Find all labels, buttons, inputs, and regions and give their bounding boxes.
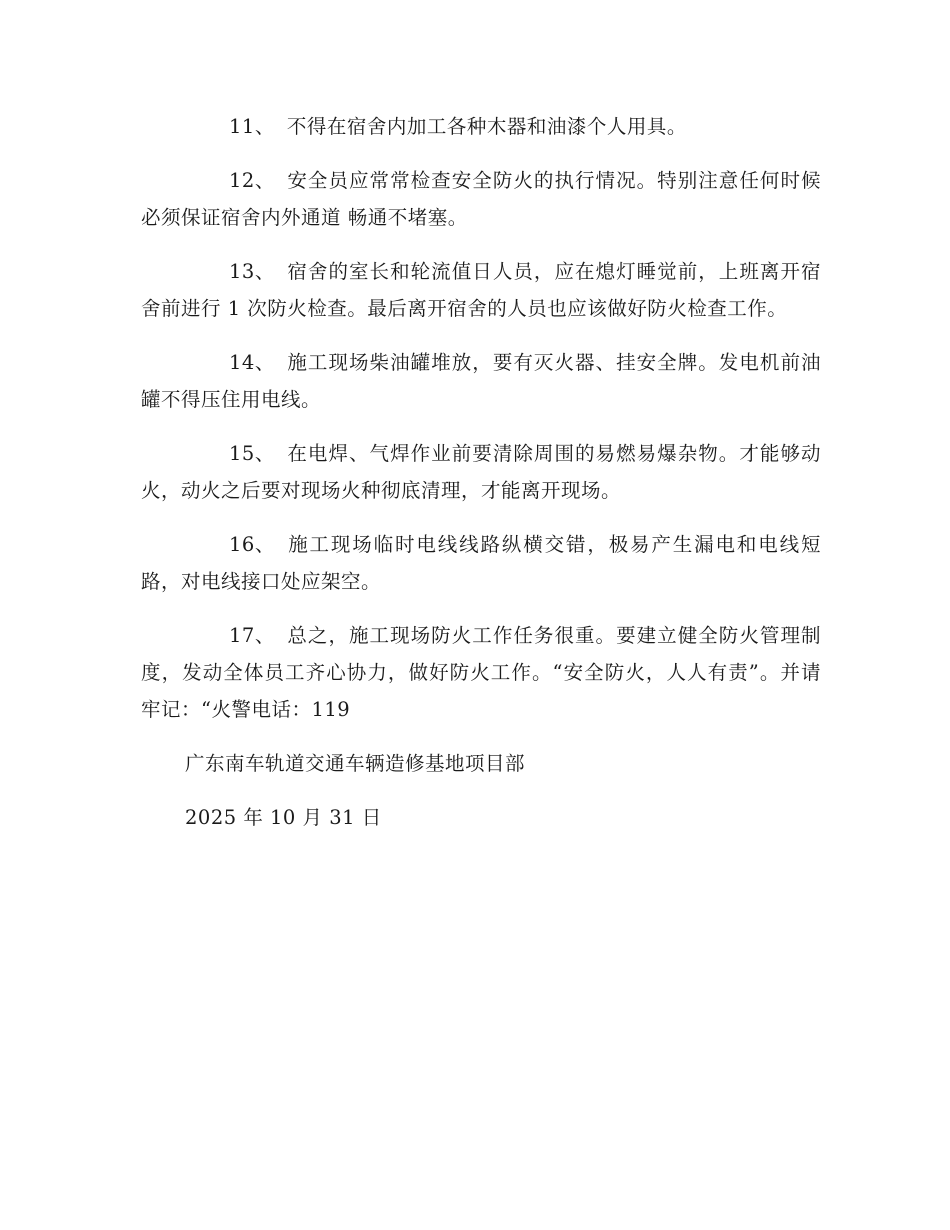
organization-signature: 广东南车轨道交通车辆造修基地项目部 [185, 752, 526, 775]
item-text: 不得在宿舍内加工各种木器和油漆个人用具。 [286, 115, 687, 138]
rule-item-17 [141, 617, 821, 728]
item-number: 14、 [229, 351, 275, 374]
rule-item-13 [141, 253, 821, 327]
item-text: 在电焊、气焊作业前要清除周围的易燃易爆杂物。才能够动火，动火之后要对现场火种彻底清理，才能离开现场。 [141, 442, 821, 502]
item-number: 13、 [229, 260, 275, 283]
item-number: 15、 [229, 442, 275, 465]
item-text: 安全员应常常检查安全防火的执行情况。特别注意任何时候必须保证宿舍内外通道 畅通不堵塞。 [141, 169, 821, 229]
item-number: 11、 [229, 115, 275, 138]
item-number: 12、 [229, 169, 275, 192]
item-number: 16、 [229, 533, 275, 556]
item-text: 总之，施工现场防火工作任务很重。要建立健全防火管理制度，发动全体员工齐心协力，做好防火工作。“安全防火，人人有责”。并请牢记：“火警电话：119 [141, 624, 821, 721]
rule-item-12 [141, 162, 821, 236]
item-text: 宿舍的室长和轮流值日人员，应在熄灯睡觉前，上班离开宿舍前进行 1 次防火检查。最后离开宿舍的人员也应该做好防火检查工作。 [141, 260, 821, 320]
rule-item-16 [141, 526, 821, 600]
item-number: 17、 [229, 624, 275, 647]
item-text: 施工现场临时电线线路纵横交错，极易产生漏电和电线短路，对电线接口处应架空。 [141, 533, 821, 593]
rule-item-15 [141, 435, 821, 509]
rule-item-14 [141, 344, 821, 418]
rule-item-11 [141, 108, 821, 145]
item-text: 施工现场柴油罐堆放，要有灭火器、挂安全牌。发电机前油罐不得压住用电线。 [141, 351, 821, 411]
document-date: 2025 年 10 月 31 日 [185, 806, 382, 829]
document-body [141, 108, 821, 853]
